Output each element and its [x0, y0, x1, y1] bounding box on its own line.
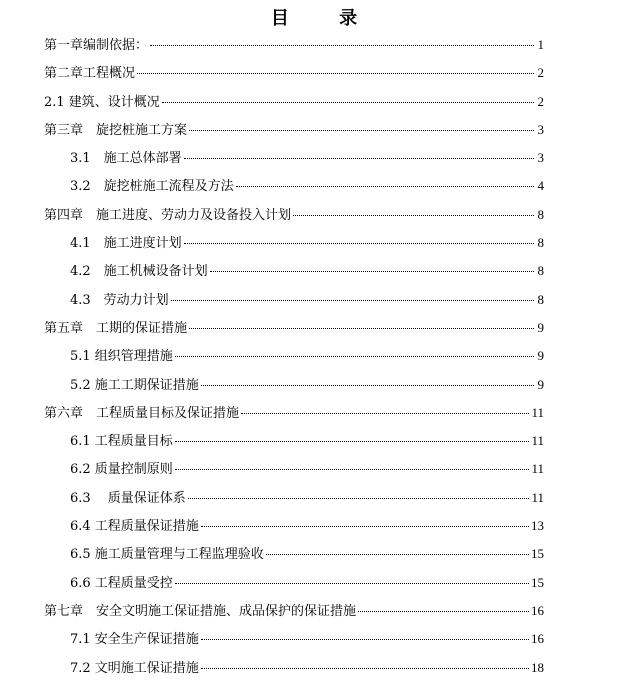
- table-of-contents: [44, 33, 544, 681]
- toc-entry[interactable]: [44, 90, 544, 118]
- toc-page-number: 9: [537, 348, 544, 364]
- toc-entry[interactable]: [44, 457, 544, 485]
- toc-leader-dots: [201, 639, 529, 640]
- toc-entry[interactable]: [44, 118, 544, 146]
- toc-entry[interactable]: [44, 656, 544, 681]
- toc-leader-dots: [201, 668, 529, 669]
- toc-page-number: 15: [531, 574, 544, 590]
- toc-leader-dots: [175, 441, 530, 442]
- toc-leader-dots: [175, 583, 529, 584]
- toc-entry-label: 第一章编制依据：: [44, 38, 149, 53]
- toc-entry[interactable]: [44, 599, 544, 627]
- toc-entry-label: 第二章工程概况: [44, 66, 136, 82]
- toc-entry-label: 6.4 工程质量保证措施: [70, 519, 199, 535]
- toc-entry-label: 第七章 安全文明施工保证措施、成品保护的保证措施: [44, 603, 357, 619]
- toc-entry-label: 第五章 工期的保证措施: [44, 320, 188, 336]
- toc-entry-label: 第六章 工程质量目标及保证措施: [44, 405, 240, 421]
- toc-entry[interactable]: [44, 429, 544, 457]
- toc-entry[interactable]: [44, 316, 544, 344]
- toc-page-number: 8: [537, 263, 544, 279]
- toc-page-number: 11: [531, 489, 544, 505]
- toc-page-number: 11: [531, 404, 544, 420]
- toc-entry[interactable]: [44, 486, 544, 514]
- toc-leader-dots: [358, 611, 529, 612]
- toc-entry[interactable]: [44, 33, 544, 61]
- toc-page-number: 1: [537, 37, 544, 52]
- toc-entry-label: 4.2 施工机械设备计划: [70, 264, 208, 280]
- toc-entry[interactable]: [44, 288, 544, 316]
- toc-entry-label: 4.1 施工进度计划: [70, 236, 182, 252]
- toc-entry[interactable]: [44, 146, 544, 174]
- toc-page-number: 2: [537, 93, 544, 109]
- toc-entry-label: 第三章 旋挖桩施工方案: [44, 122, 188, 138]
- toc-page-number: 11: [531, 461, 544, 477]
- toc-page-number: 16: [531, 602, 544, 618]
- toc-leader-dots: [184, 158, 534, 159]
- toc-page-number: 16: [531, 631, 544, 647]
- page-title: 目 录: [270, 8, 380, 29]
- toc-entry[interactable]: [44, 259, 544, 287]
- toc-leader-dots: [175, 356, 534, 357]
- toc-entry-label: 第四章 施工进度、劳动力及设备投入计划: [44, 207, 292, 223]
- toc-page-number: 15: [531, 546, 544, 562]
- toc-entry[interactable]: [44, 542, 544, 570]
- toc-leader-dots: [201, 526, 529, 527]
- toc-entry-label: 6.5 施工质量管理与工程监理验收: [70, 547, 264, 563]
- toc-entry[interactable]: [44, 231, 544, 259]
- toc-entry[interactable]: [44, 344, 544, 372]
- toc-leader-dots: [162, 102, 534, 103]
- toc-entry-label: 6.2 质量控制原则: [70, 462, 173, 478]
- toc-page-number: 8: [537, 206, 544, 222]
- toc-entry-label: 5.2 施工工期保证措施: [70, 377, 199, 393]
- toc-entry-label: 6.1 工程质量目标: [70, 434, 173, 450]
- toc-entry-label: 5.1 组织管理措施: [70, 349, 173, 365]
- toc-entry[interactable]: [44, 61, 544, 89]
- toc-page-number: 3: [537, 121, 544, 137]
- toc-entry[interactable]: [44, 203, 544, 231]
- toc-leader-dots: [150, 45, 534, 46]
- toc-entry[interactable]: [44, 571, 544, 599]
- toc-entry-label: 7.1 安全生产保证措施: [70, 632, 199, 648]
- toc-entry-label: 3.2 旋挖桩施工流程及方法: [70, 179, 234, 195]
- toc-entry[interactable]: [44, 627, 544, 655]
- toc-leader-dots: [184, 243, 534, 244]
- toc-entry[interactable]: [44, 174, 544, 202]
- toc-leader-dots: [293, 215, 534, 216]
- toc-entry[interactable]: [44, 514, 544, 542]
- toc-leader-dots: [210, 271, 534, 272]
- toc-page-number: 9: [537, 319, 544, 335]
- toc-entry-label: 2.1 建筑、设计概况: [44, 94, 160, 110]
- toc-entry[interactable]: [44, 373, 544, 401]
- toc-leader-dots: [171, 300, 534, 301]
- toc-leader-dots: [137, 73, 534, 74]
- toc-page-number: 11: [531, 433, 544, 449]
- toc-leader-dots: [175, 469, 530, 470]
- toc-leader-dots: [189, 130, 534, 131]
- toc-leader-dots: [241, 413, 529, 414]
- toc-page-number: 2: [537, 65, 544, 81]
- toc-page-number: 9: [537, 376, 544, 392]
- toc-leader-dots: [266, 554, 529, 555]
- toc-page-number: 3: [537, 150, 544, 166]
- toc-leader-dots: [201, 385, 534, 386]
- toc-leader-dots: [188, 498, 530, 499]
- toc-page-number: 8: [537, 235, 544, 251]
- toc-page-number: 8: [537, 291, 544, 307]
- toc-entry-label: 6.6 工程质量受控: [70, 575, 173, 591]
- toc-entry-label: 6.3 质量保证体系: [70, 490, 186, 506]
- toc-leader-dots: [236, 186, 534, 187]
- toc-entry[interactable]: [44, 401, 544, 429]
- toc-page-number: 13: [531, 518, 544, 534]
- toc-entry-label: 4.3 劳动力计划: [70, 292, 169, 308]
- toc-entry-label: 7.2 文明施工保证措施: [70, 660, 199, 676]
- toc-page-number: 18: [531, 659, 544, 675]
- toc-leader-dots: [189, 328, 534, 329]
- toc-page-number: 4: [537, 178, 544, 194]
- toc-entry-label: 3.1 施工总体部署: [70, 151, 182, 167]
